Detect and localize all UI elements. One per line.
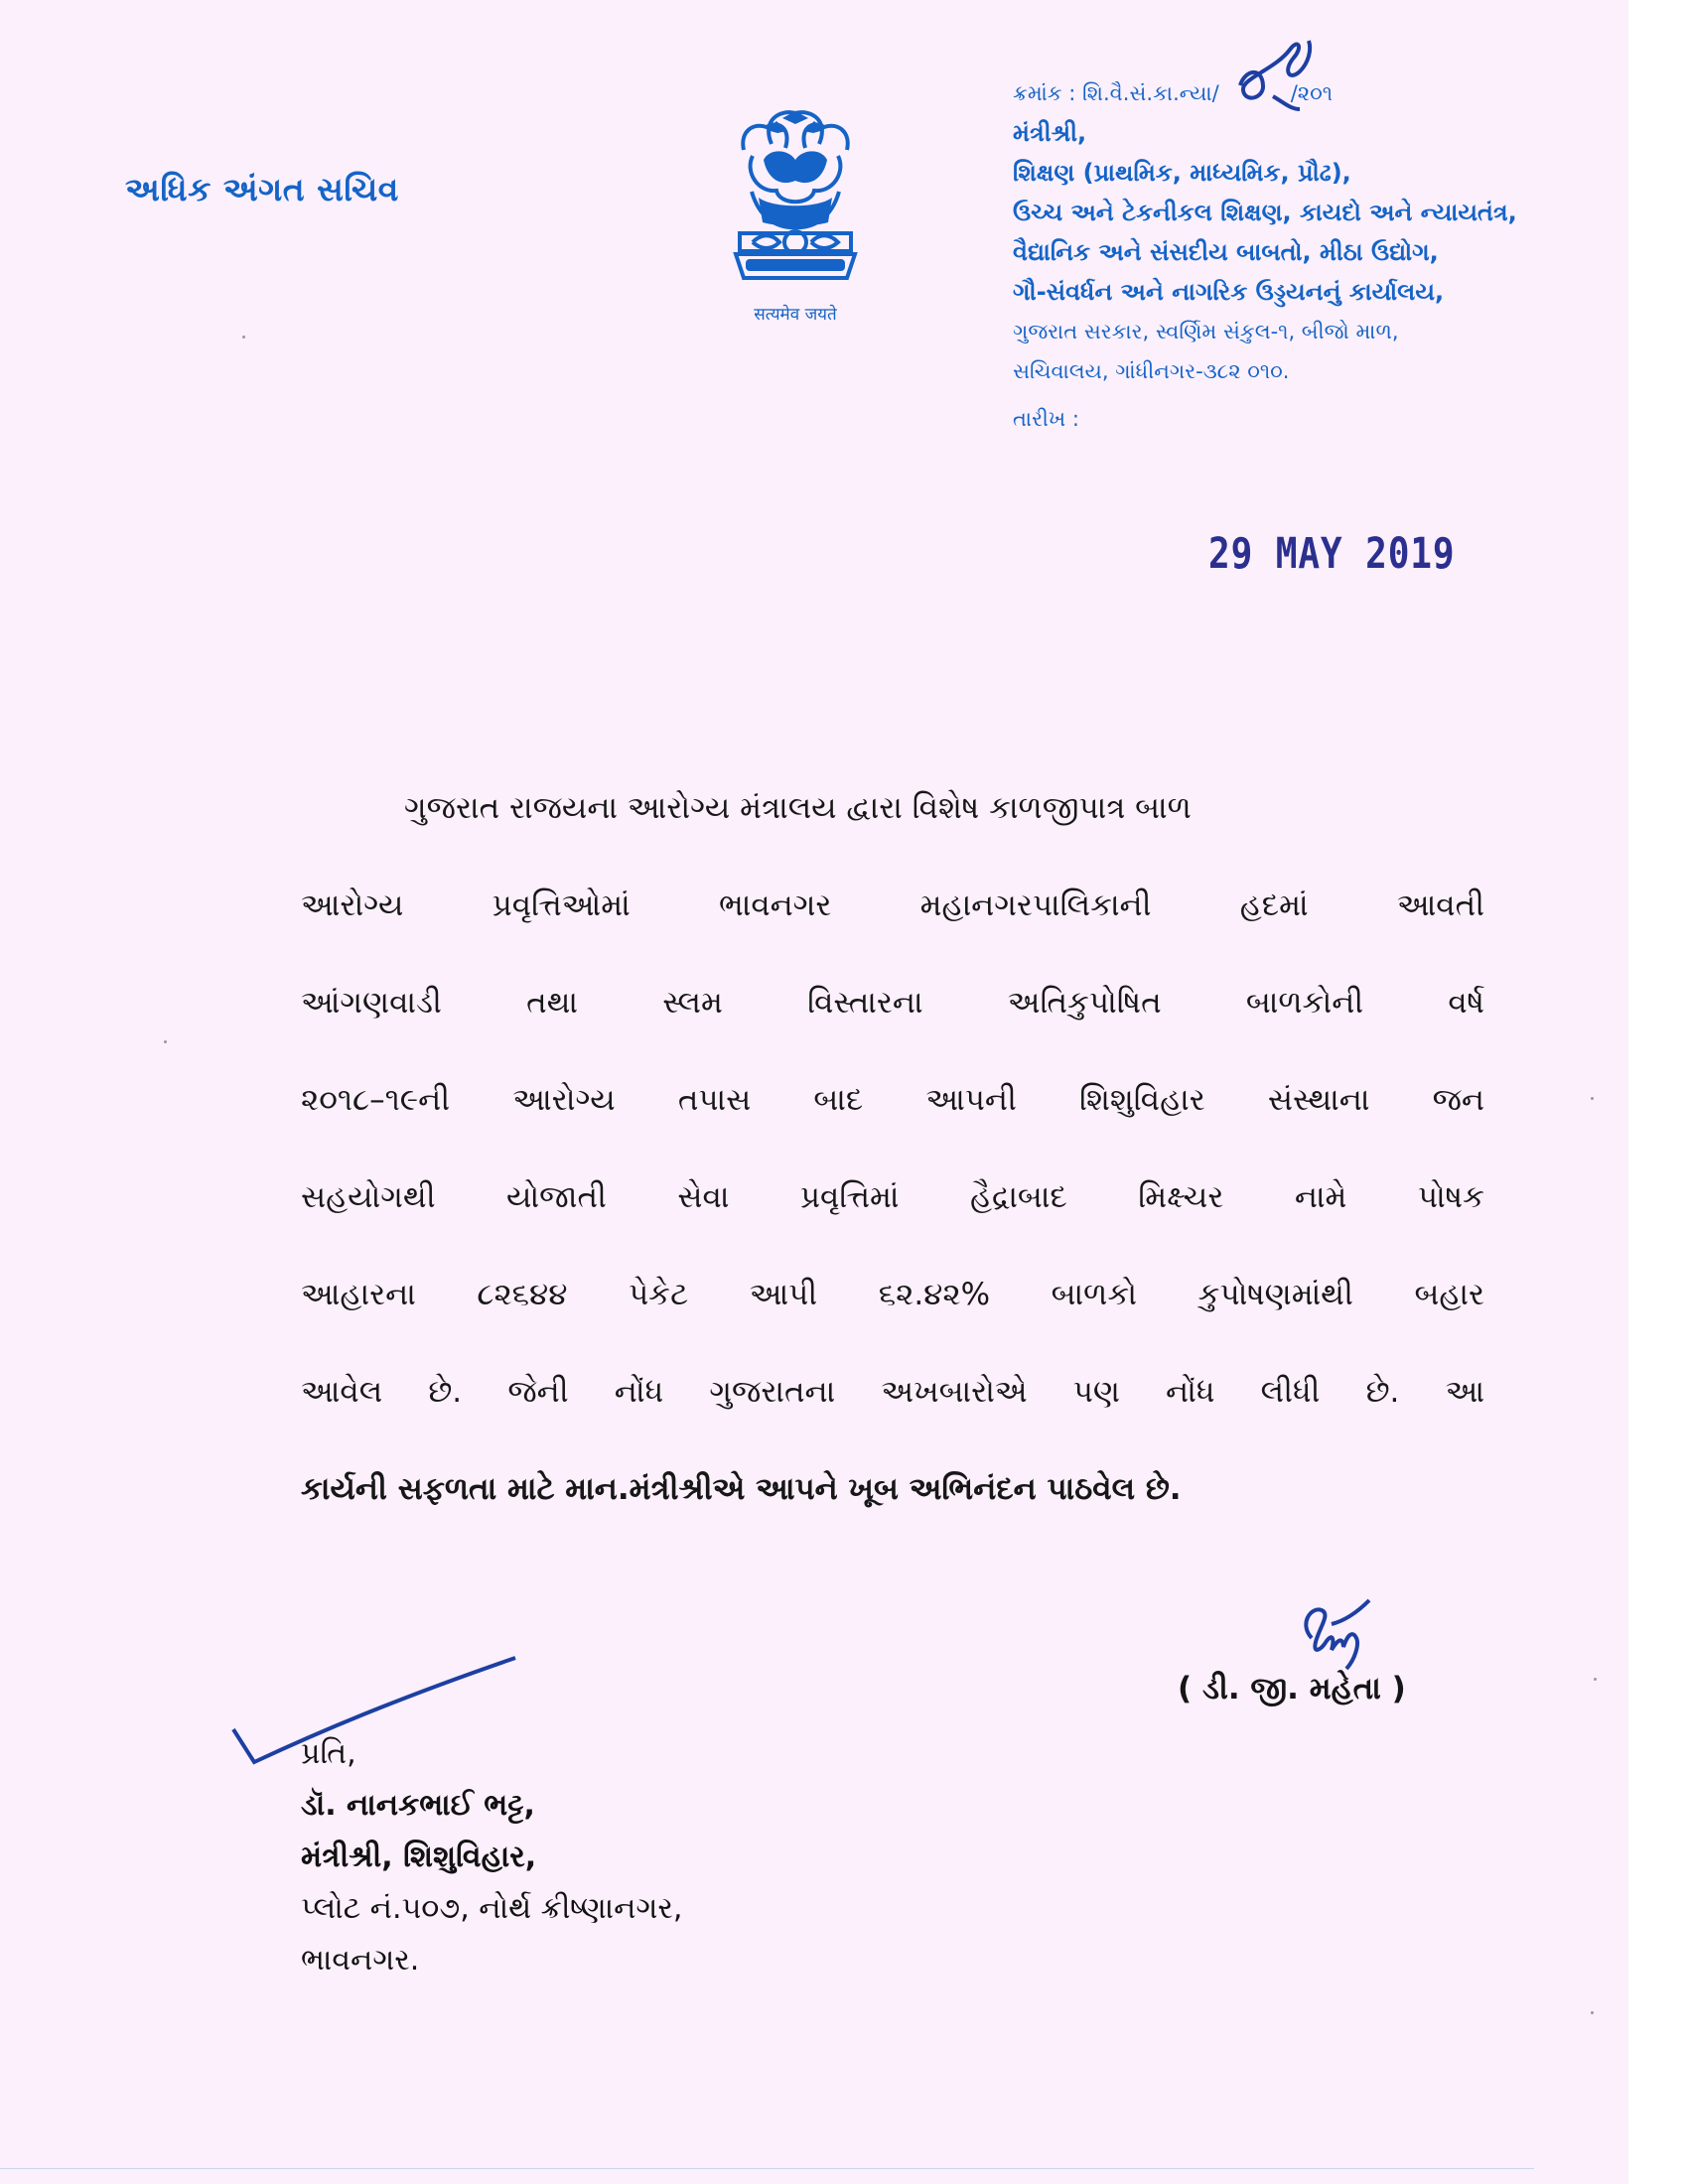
signatory-name: ( ડી. જી. મહેતા ) [1178, 1671, 1406, 1706]
bottom-border-line [0, 2168, 1534, 2169]
body-line: કાર્યની સફળતા માટે માન.મંત્રીશ્રીએ આપને ખૂબ અભિનંદન પાઠવેલ છે. [301, 1471, 1182, 1507]
office-line: ઉચ્ચ અને ટેકનીકલ શિક્ષણ, કાયદો અને ન્યાયતંત્ર, [1013, 199, 1517, 226]
reference-line [1013, 73, 1569, 113]
body-line: સહયોગથી યોજાતી સેવા પ્રવૃત્તિમાં હૈદ્રાબાદ મિક્ષ્ચર નામે પોષક [301, 1179, 1484, 1215]
recipient-designation: મંત્રીશ્રી, શિશુવિહાર, [301, 1840, 537, 1874]
paper-speck [242, 336, 245, 339]
paper-speck [1594, 1678, 1597, 1681]
recipient-city: ભાવનગર. [301, 1943, 420, 1978]
office-line: વૈદ્યાનિક અને સંસદીય બાબતો, મીઠા ઉદ્યોગ, [1013, 238, 1439, 266]
paper-speck [164, 1040, 167, 1043]
letter-body [301, 759, 1484, 1538]
body-line: આરોગ્ય પ્રવૃત્તિઓમાં ભાવનગર મહાનગરપાલિકાની હદમાં આવતી [301, 887, 1484, 923]
scan-margin [1628, 0, 1688, 2184]
reference-year: /૨૦૧ [1290, 81, 1334, 105]
office-line: શિક્ષણ (પ્રાથમિક, માધ્યમિક, પ્રૌઢ), [1013, 159, 1351, 187]
stamped-date: 29 MAY 2019 [1208, 529, 1456, 579]
recipient-name: ડૉ. નાનકભાઈ ભટ્ટ, [301, 1788, 535, 1823]
body-line: આંગણવાડી તથા સ્લમ વિસ્તારના અતિકુપોષિત બાળકોની વર્ષ [301, 985, 1484, 1021]
recipient-address [301, 1728, 682, 1986]
office-line: મંત્રીશ્રી, [1013, 119, 1087, 147]
body-line: આવેલ છે. જેની નોંધ ગુજરાતના અખબારોએ પણ નોંધ લીધી છે. આ [301, 1374, 1484, 1410]
office-line: ગૌ-સંવર્ધન અને નાગરિક ઉડ્ડયનનું કાર્યાલય, [1013, 278, 1445, 306]
designation-heading: અધિક અંગત સચિવ [125, 170, 399, 208]
reference-prefix: ક્રમાંક : શિ.વૈ.સં.કા.ન્યા/ [1013, 81, 1219, 105]
recipient-address-line: પ્લોટ નં.૫૦૭, નોર્થ ક્રીષ્ણાનગર, [301, 1891, 683, 1926]
paper-speck [1591, 2011, 1594, 2014]
office-address-block [1013, 73, 1569, 439]
emblem-motto: सत्यमेव जयते [754, 305, 837, 325]
body-line: ૨૦૧૮–૧૯ની આરોગ્ય તપાસ બાદ આપની શિશુવિહાર સંસ્થાના જન [301, 1082, 1484, 1118]
body-line: આહારના ૮૨૬૪૪ પેકેટ આપી ૬૨.૪૨% બાળકો કુપોષણમાંથી બહાર [301, 1277, 1484, 1312]
body-line: ગુજરાત રાજયના આરોગ્ય મંત્રાલય દ્વારા વિશેષ કાળજીપાત્ર બાળ [404, 790, 1192, 826]
paper-speck [1591, 1097, 1594, 1100]
lion-capital-icon [722, 102, 869, 299]
handwritten-signature [1286, 1596, 1377, 1674]
national-emblem [722, 102, 869, 331]
address-line: ગુજરાત સરકાર, સ્વર્ણિમ સંકુલ-૧, બીજો માળ, [1013, 320, 1399, 343]
recipient-to-label: પ્રતિ, [301, 1736, 356, 1771]
date-label: તારીખ : [1013, 407, 1079, 431]
address-line: સચિવાલય, ગાંધીનગર-૩૮૨ ૦૧૦. [1013, 359, 1290, 383]
